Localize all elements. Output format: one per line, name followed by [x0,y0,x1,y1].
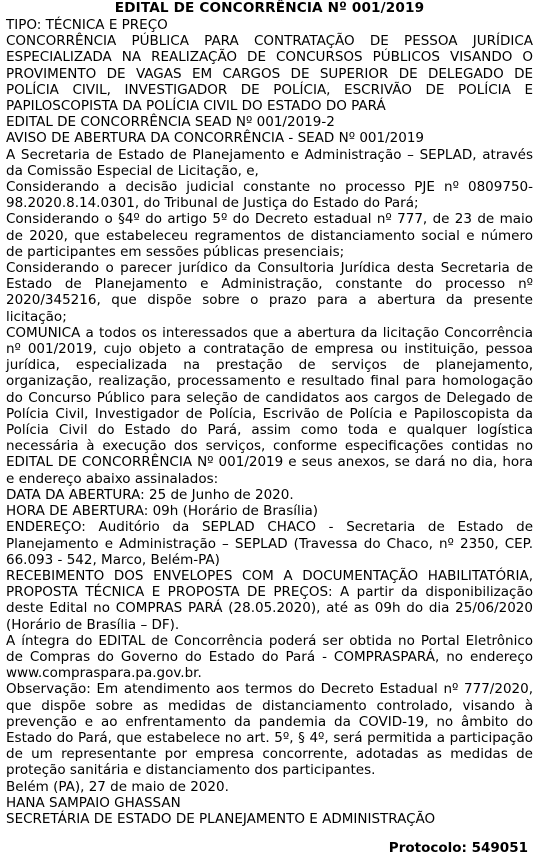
paragraph-data-abertura: DATA DA ABERTURA: 25 de Junho de 2020. [6,486,294,503]
paragraph-edital-number: EDITAL DE CONCORRÊNCIA SEAD Nº 001/2019-2 [6,114,335,131]
paragraph-object: CONCORRÊNCIA PÚBLICA PARA CONTRATAÇÃO DE PESSOA JURÍDICA ESPECIALIZADA NA REALIZAÇÃO DE CONCURSOS PÚBLICOS VISANDO O PROVIMENTO DE VAGAS EM CARGOS DE SUPERIOR DE DELEGADO DE POLÍCIA CIVIL, INVESTIGADOR DE POLÍCIA, ESCRIVÃO DE POLÍCIA E PAPILOSCOPISTA DA POLÍCIA CIVIL DO ESTADO DO PARÁ [6,33,533,115]
paragraph-signatory-role: SECRETÁRIA DE ESTADO DE PLANEJAMENTO E ADMINISTRAÇÃO [6,810,436,827]
protocol-number: Protocolo: 549051 [388,840,528,856]
paragraph-comunica: COMUNICA a todos os interessados que a abertura da licitação Concorrência nº 001/2019, cujo objeto a contratação de empresa ou instituição, pessoa jurídica, especializada na prestação de serviços de planejamento, organização, realização, processamento e resultado final para homologação do Concurso Público para seleção de candidatos aos cargos de Delegado de Polícia Civil, Investigador de Polícia, Escrivão de Polícia e Papiloscopista da Polícia Civil do Estado do Pará, assim como toda e qualquer logística necessária à execução dos serviços, conforme especificações contidas no EDITAL DE CONCORRÊNCIA Nº 001/2019 e seus anexos, se dará no dia, hora e endereço abaixo assinalados: [6,324,533,487]
paragraph-endereco: ENDEREÇO: Auditório da SEPLAD CHACO - Secretaria de Estado de Planejamento e Administração – SEPLAD (Travessa do Chaco, nº 2350, CEP. 66.093 - 542, Marco, Belém-PA) [6,519,533,568]
document-body [6,17,533,827]
paragraph-recebimento: RECEBIMENTO DOS ENVELOPES COM A DOCUMENTAÇÃO HABILITATÓRIA, PROPOSTA TÉCNICA E PROPOSTA DE PREÇOS: A partir da disponibilização deste Edital no COMPRAS PARÁ (28.05.2020), até as 09h do dia 25/06/2020 (Horário de Brasília – DF). [6,567,533,633]
paragraph-tipo: TIPO: TÉCNICA E PREÇO [6,17,168,33]
paragraph-considerando-2: Considerando o §4º do artigo 5º do Decreto estadual nº 777, de 23 de maio de 2020, que estabeleceu regramentos de distanciamento social e número de participantes em sessões públicas presenciais; [6,211,533,260]
paragraph-signatory-name: HANA SAMPAIO GHASSAN [6,794,181,811]
paragraph-aviso: AVISO DE ABERTURA DA CONCORRÊNCIA - SEAD Nº 001/2019 [6,130,425,147]
paragraph-secretaria: A Secretaria de Estado de Planejamento e Administração – SEPLAD, através da Comissão Especial de Licitação, e, [6,146,533,179]
paragraph-date-place: Belém (PA), 27 de maio de 2020. [6,778,229,795]
paragraph-integra: A íntegra do EDITAL de Concorrência poderá ser obtida no Portal Eletrônico de Compras do Governo do Estado do Pará - COMPRASPARÁ, no endereço www.compraspara.pa.gov.br. [6,632,533,682]
paragraph-considerando-3: Considerando o parecer jurídico da Consultoria Jurídica desta Secretaria de Estado de Planejamento e Administração, constante do processo nº 2020/345216, que dispõe sobre o prazo para a abertura da presente licitação; [6,260,533,325]
paragraph-considerando-1: Considerando a decisão judicial constante no processo PJE nº 0809750-98.2020.8.14.0301, do Tribunal de Justiça do Estado do Pará; [6,179,533,212]
paragraph-observacao: Observação: Em atendimento aos termos do Decreto Estadual nº 777/2020, que dispõe sobre as medidas de distanciamento controlado, visando à prevenção e ao enfrentamento da pandemia da COVID-19, no âmbito do Estado do Pará, que estabelece no art. 5º, § 4º, será permitida a participação de um representante por empresa concorrente, adotadas as medidas de proteção sanitária e distanciamento dos participantes. [6,681,533,779]
paragraph-hora-abertura: HORA DE ABERTURA: 09h (Horário de Brasília) [6,503,319,520]
document-title: EDITAL DE CONCORRÊNCIA Nº 001/2019 [114,0,425,16]
